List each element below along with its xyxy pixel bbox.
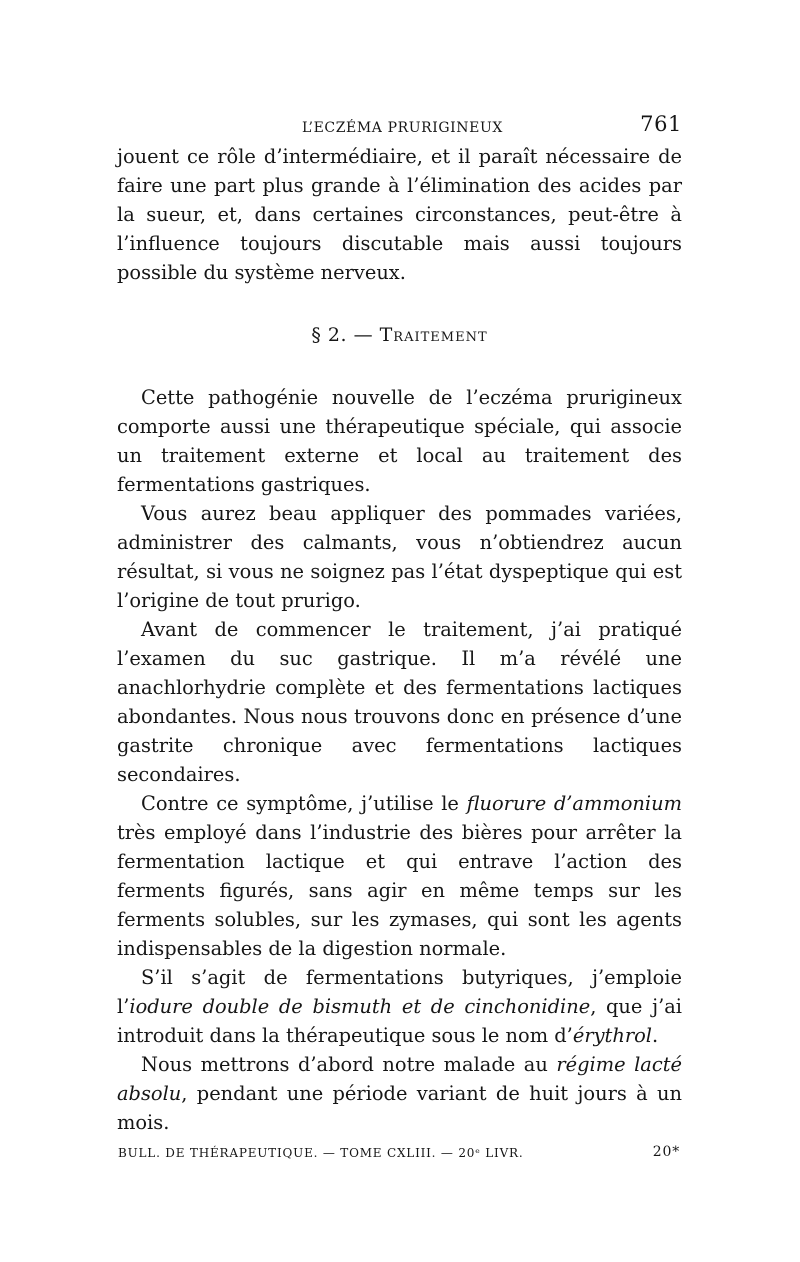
text-run: Nous mettrons d’abord notre malade au [141, 1053, 557, 1076]
paragraph [117, 615, 682, 789]
text-run: , pendant une période variant de huit jours à un mois. [117, 1082, 682, 1134]
section-title: Traitement [379, 324, 488, 346]
italic-term: iodure double de bismuth et de cinchonidine [129, 995, 591, 1018]
paragraph [117, 499, 682, 615]
running-title: L’ECZÉMA PRURIGINEUX [302, 120, 503, 136]
text-run: . [651, 1024, 659, 1047]
paragraph [117, 383, 682, 499]
text-run: jouent ce rôle d’intermédiaire, et il paraît nécessaire de faire une part plus grande à l’élimination des acides par la sueur, et, dans certaines circonstances, peut-être à l’influence toujours discutable mais aussi toujours possible du système nerveux. [117, 145, 682, 284]
paragraph [117, 789, 682, 963]
italic-term: régime lacté absolu [117, 1053, 682, 1105]
paragraph [117, 142, 682, 287]
text-run: Avant de commencer le traitement, j’ai pratiqué l’examen du suc gastrique. Il m’a révélé une anachlorhydrie complète et des fermentations lactiques abondantes. Nous nous trouvons donc en présence d’une gastrite chronique avec fermentations lactiques secondaires. [117, 618, 682, 786]
text-run: Contre ce symptôme, j’utilise le [141, 792, 467, 815]
lead-paragraphs [117, 142, 682, 287]
text-run: Cette pathogénie nouvelle de l’eczéma prurigineux comporte aussi une thérapeutique spéciale, qui associe un traitement externe et local au traitement des fermentations gastriques. [117, 386, 682, 496]
page-number: 761 [640, 112, 682, 136]
italic-term: érythrol [572, 1024, 652, 1047]
book-page [117, 112, 682, 1167]
paragraph [117, 963, 682, 1050]
footer-signature-mark: 20* [652, 1144, 680, 1160]
running-head [117, 112, 682, 142]
text-run: Vous aurez beau appliquer des pommades variées, administrer des calmants, vous n’obtiendrez aucun résultat, si vous ne soignez pas l’état dyspeptique qui est l’origine de tout prurigo. [117, 502, 682, 612]
section-heading [117, 323, 682, 347]
page-footer [117, 1143, 682, 1167]
text-run: très employé dans l’industrie des bières pour arrêter la fermentation lactique et qui entrave l’action des ferments figurés, sans agir en même temps sur les ferments solubles, sur les zymases, qui sont les agents indispensables de la digestion normale. [117, 821, 682, 960]
body-text [117, 142, 682, 1137]
text-run: S’il s’agit de fermentations butyriques, j’emploie l’ [117, 966, 682, 1018]
text-run: , que j’ai introduit dans la thérapeutique sous le nom d’ [117, 995, 683, 1047]
footer-journal-reference: BULL. DE THÉRAPEUTIQUE. — TOME CXLIII. — 20ᵉ LIVR. [118, 1146, 524, 1160]
italic-term: fluorure d’ammonium [466, 792, 682, 815]
section-number: § 2. — [311, 324, 374, 346]
paragraph [117, 1050, 682, 1137]
section-paragraphs [117, 383, 682, 1137]
